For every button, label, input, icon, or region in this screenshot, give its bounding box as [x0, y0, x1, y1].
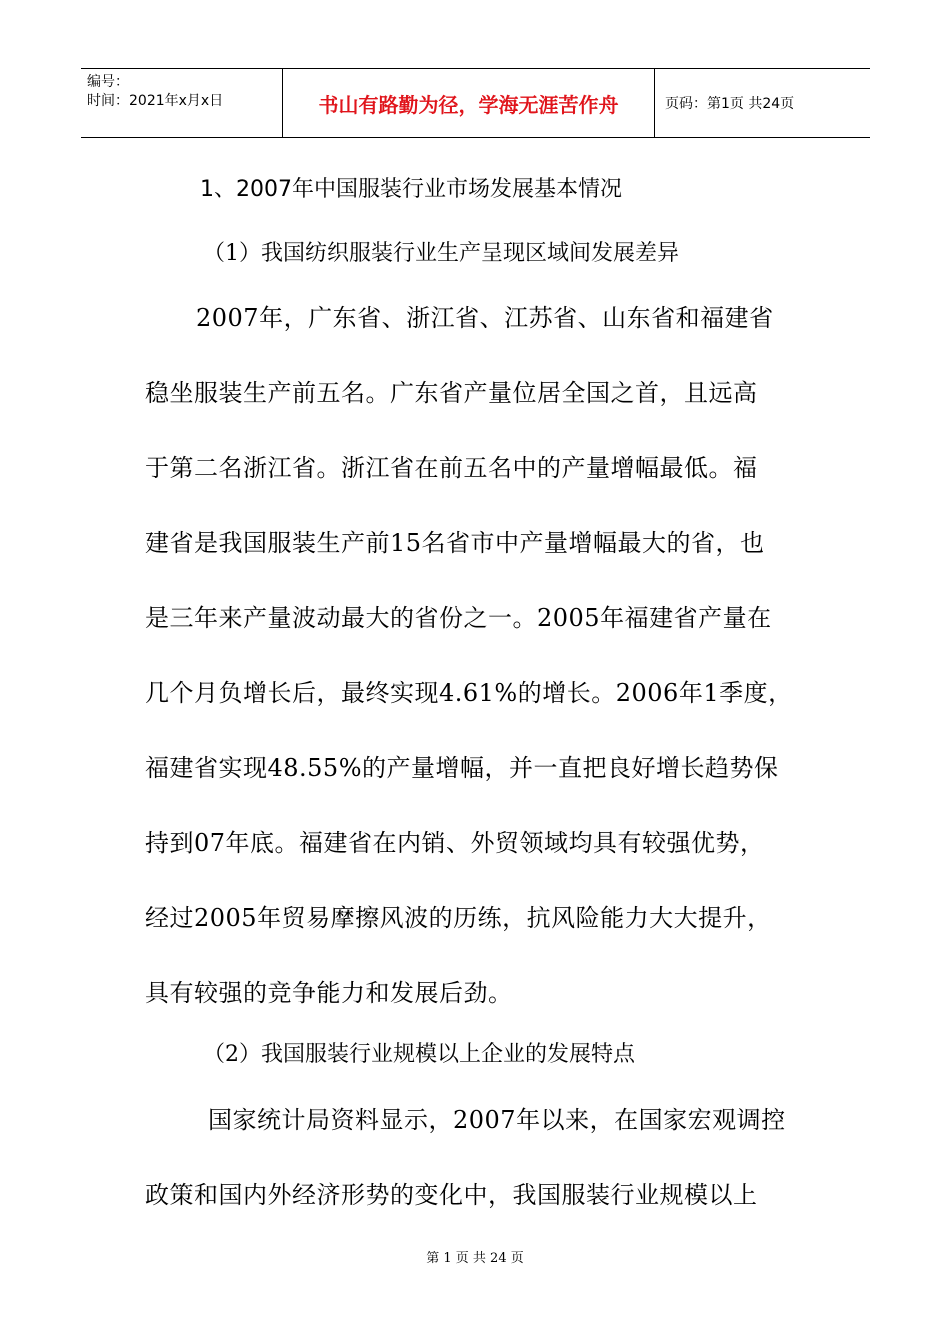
header-motto: 书山有路勤为径，学海无涯苦作舟	[283, 69, 655, 137]
paragraph-line: 建省是我国服装生产前15名省市中产量增幅最大的省，也	[145, 529, 765, 557]
paragraph-line: 2007年，广东省、浙江省、江苏省、山东省和福建省	[196, 304, 774, 332]
paragraph-line: 几个月负增长后，最终实现4.61%的增长。2006年1季度，	[145, 679, 793, 707]
paragraph-line: 经过2005年贸易摩擦风波的历练，抗风险能力大大提升，	[145, 904, 772, 932]
paragraph-line: 政策和国内外经济形势的变化中，我国服装行业规模以上	[145, 1181, 758, 1209]
document-number-label: 编号：	[87, 74, 129, 90]
paragraph-line: 福建省实现48.55%的产量增幅，并一直把良好增长趋势保	[145, 754, 779, 782]
page-footer: 第 1 页 共 24 页	[426, 1251, 524, 1266]
paragraph-line: 于第二名浙江省。浙江省在前五名中的产量增幅最低。福	[145, 454, 758, 482]
paragraph-line: 持到07年底。福建省在内销、外贸领域均具有较强优势，	[145, 829, 765, 857]
page-header	[81, 68, 870, 138]
paragraph-line: 稳坐服装生产前五名。广东省产量位居全国之首，且远高	[145, 379, 758, 407]
paragraph-line: 国家统计局资料显示，2007年以来，在国家宏观调控	[208, 1106, 786, 1134]
section-heading: 1、2007年中国服装行业市场发展基本情况	[200, 177, 622, 202]
header-meta-cell	[81, 69, 283, 137]
header-page-info: 页码：第1页 共24页	[665, 96, 795, 112]
subsection-heading-1: （1）我国纺织服装行业生产呈现区域间发展差异	[203, 241, 679, 266]
subsection-heading-2: （2）我国服装行业规模以上企业的发展特点	[203, 1042, 635, 1067]
paragraph-line: 是三年来产量波动最大的省份之一。2005年福建省产量在	[145, 604, 772, 632]
document-date-label: 时间：2021年x月x日	[87, 93, 224, 109]
paragraph-line: 具有较强的竞争能力和发展后劲。	[145, 979, 513, 1007]
